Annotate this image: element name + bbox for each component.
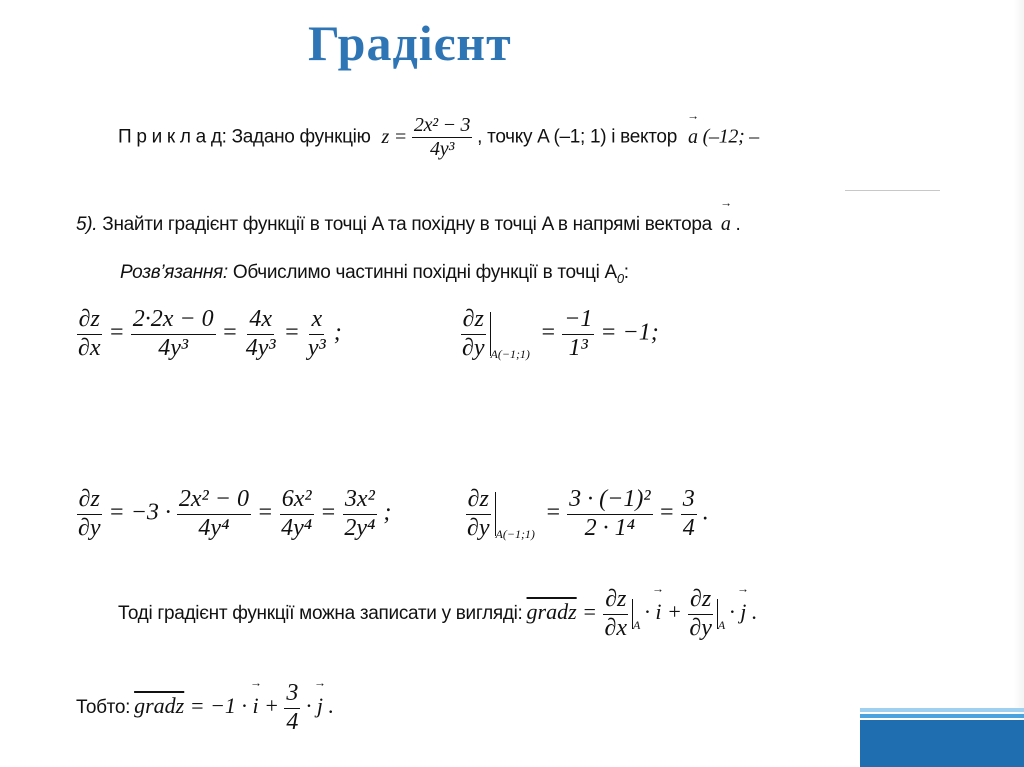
- gradient-text: Тоді градієнт функції можна записати у вигляді:: [118, 603, 523, 625]
- task-number: 5).: [76, 214, 98, 235]
- slide-title: Градієнт: [308, 15, 512, 71]
- result-formula: [134, 680, 335, 735]
- task-dot: .: [735, 214, 741, 235]
- result-vector-j: → j: [317, 693, 323, 719]
- grad-d2: [687, 586, 714, 642]
- result-end: .: [328, 693, 335, 719]
- grad-d2-num: ∂z: [688, 586, 713, 615]
- partial-dzdx-at-a: [460, 306, 659, 362]
- result-plus: +: [264, 693, 279, 719]
- point-text: , точку A (–1; 1) і вектор: [477, 126, 677, 148]
- dzdx-f2-den: 4y³: [245, 334, 276, 361]
- dzdx-f3-den: y³: [307, 334, 326, 361]
- dzdy-f2-num: 6x²: [280, 486, 314, 515]
- dzdy-eq3: =: [320, 499, 337, 526]
- solution-subscript: 0: [616, 270, 624, 286]
- task-vector-a: → a: [721, 213, 731, 236]
- gradient-formula: [526, 586, 758, 641]
- dzdxa-den: ∂y: [462, 334, 485, 361]
- grad-symbol: gradz: [526, 599, 577, 625]
- dzdy-f3-num: 3x²: [343, 486, 377, 515]
- unit-vector-i: → i: [655, 599, 661, 625]
- stripe-dark: [860, 720, 1024, 767]
- gradient-line: [118, 586, 757, 642]
- dzdy-frac3: [342, 486, 377, 542]
- result-dot: ·: [305, 693, 312, 719]
- dzdya-f1-den: 2 · 1⁴: [584, 514, 635, 541]
- result-grad: gradz: [134, 693, 185, 719]
- grad-d1-den: ∂x: [604, 614, 628, 641]
- grad-dot1: ·: [644, 599, 650, 625]
- result-vector-i: → i: [252, 693, 258, 719]
- dzdy-f1-den: 4y⁴: [198, 514, 230, 541]
- dzdxa-num: ∂z: [461, 306, 486, 335]
- dzdya-derivative: [465, 486, 492, 542]
- function-fraction: [412, 114, 472, 161]
- grad-plus: +: [667, 599, 682, 625]
- dzdy-eq1: = −3 ·: [108, 499, 171, 526]
- example-prefix: П р и к л а д: Задано функцію: [118, 126, 371, 148]
- dzdy-frac2: [279, 486, 314, 542]
- dzdx-derivative: [76, 306, 103, 362]
- dzdxa-derivative: [460, 306, 487, 362]
- result-label: Тобто:: [76, 697, 131, 719]
- dzdy-frac1: [177, 486, 251, 542]
- dzdx-f3-num: x: [309, 306, 324, 335]
- dzdxa-eq1: =: [539, 319, 557, 346]
- dzdx-num: ∂z: [77, 306, 102, 335]
- grad-d1-num: ∂z: [603, 586, 628, 615]
- partial-dzdx: [76, 306, 342, 362]
- task-line: [76, 213, 741, 236]
- grad-d1: [603, 586, 630, 642]
- dzdxa-f-den: 1³: [568, 334, 588, 361]
- unit-vector-j: → j: [740, 599, 746, 625]
- dzdya-f1-num: 3 · (−1)²: [567, 486, 652, 515]
- example-line: [118, 114, 759, 161]
- dzdx-eq2: =: [221, 319, 238, 346]
- dzdya-eq2: =: [658, 499, 675, 526]
- dzdya-frac1: [567, 486, 652, 542]
- dzdxa-sub: A(−1;1): [490, 346, 530, 361]
- task-text: Знайти градієнт функції в точці A та похідну в точці A в напрямі вектора: [102, 214, 712, 235]
- dzdya-f2-den: 4: [682, 514, 695, 541]
- dzdx-eq1: =: [108, 319, 125, 346]
- dzdx-frac3: [306, 306, 328, 362]
- grad-sub2: A: [717, 618, 726, 633]
- dzdxa-f-num: −1: [562, 306, 594, 335]
- dzdya-frac2: [681, 486, 697, 542]
- dzdx-frac1: [131, 306, 216, 362]
- dzdy-f3-den: 2y⁴: [344, 514, 376, 541]
- dzdx-f1-num: 2·2x − 0: [131, 306, 216, 335]
- dzdx-f2-num: 4x: [247, 306, 274, 335]
- dzdy-eq2: =: [256, 499, 274, 526]
- grad-sub1: A: [633, 618, 641, 633]
- result-eq: = −1 ·: [189, 693, 247, 719]
- dzdy-f2-den: 4y⁴: [281, 514, 313, 541]
- dzdx-end: ;: [333, 319, 342, 346]
- vector-a: → a: [688, 126, 698, 149]
- stripe-mid: [860, 714, 1024, 718]
- dzdx-frac2: [244, 306, 278, 362]
- dzdy-num: ∂z: [77, 486, 102, 515]
- dzdxa-frac: [562, 306, 594, 362]
- dzdya-f2-num: 3: [681, 486, 697, 515]
- grad-d2-den: ∂y: [689, 614, 712, 641]
- dzdya-end: .: [702, 499, 709, 526]
- vector-coordinates: (–12; –: [702, 125, 759, 148]
- dzdy-den: ∂y: [78, 514, 101, 541]
- dzdy-f1-num: 2x² − 0: [177, 486, 251, 515]
- corner-decoration: [860, 708, 1024, 767]
- solution-colon: :: [623, 262, 629, 283]
- result-frac: [284, 680, 300, 736]
- function-numerator: 2x² − 3: [413, 114, 471, 136]
- dzdx-den: ∂x: [78, 334, 101, 361]
- dzdya-num: ∂z: [466, 486, 491, 515]
- dzdx-f1-den: 4y³: [158, 334, 189, 361]
- dzdx-eq3: =: [283, 319, 300, 346]
- slide-right-shadow: [1014, 0, 1024, 767]
- dzdy-derivative: [76, 486, 103, 542]
- solution-line: [120, 262, 629, 286]
- dzdy-end: ;: [383, 499, 392, 526]
- dzdya-sub: A(−1;1): [495, 526, 535, 541]
- function-denominator: 4y³: [430, 138, 455, 160]
- partial-dzdy-at-a: [465, 486, 709, 542]
- divider-line: [845, 190, 940, 191]
- function-z: z =: [381, 125, 407, 148]
- result-line: [76, 680, 334, 736]
- partial-dzdy: [76, 486, 391, 542]
- grad-eq: =: [582, 599, 598, 625]
- result-f-num: 3: [284, 680, 300, 709]
- dzdya-eq1: =: [544, 499, 562, 526]
- stripe-light: [860, 708, 1024, 712]
- grad-dot2: ·: [729, 599, 735, 625]
- dzdxa-end: ;: [650, 319, 659, 346]
- grad-end: .: [751, 599, 758, 625]
- dzdya-den: ∂y: [467, 514, 490, 541]
- solution-text: Обчислимо частинні похідні функції в точці A: [232, 262, 617, 283]
- dzdxa-eq2: = −1: [600, 319, 651, 346]
- result-f-den: 4: [286, 708, 299, 735]
- solution-label: Розв’язання:: [120, 262, 228, 283]
